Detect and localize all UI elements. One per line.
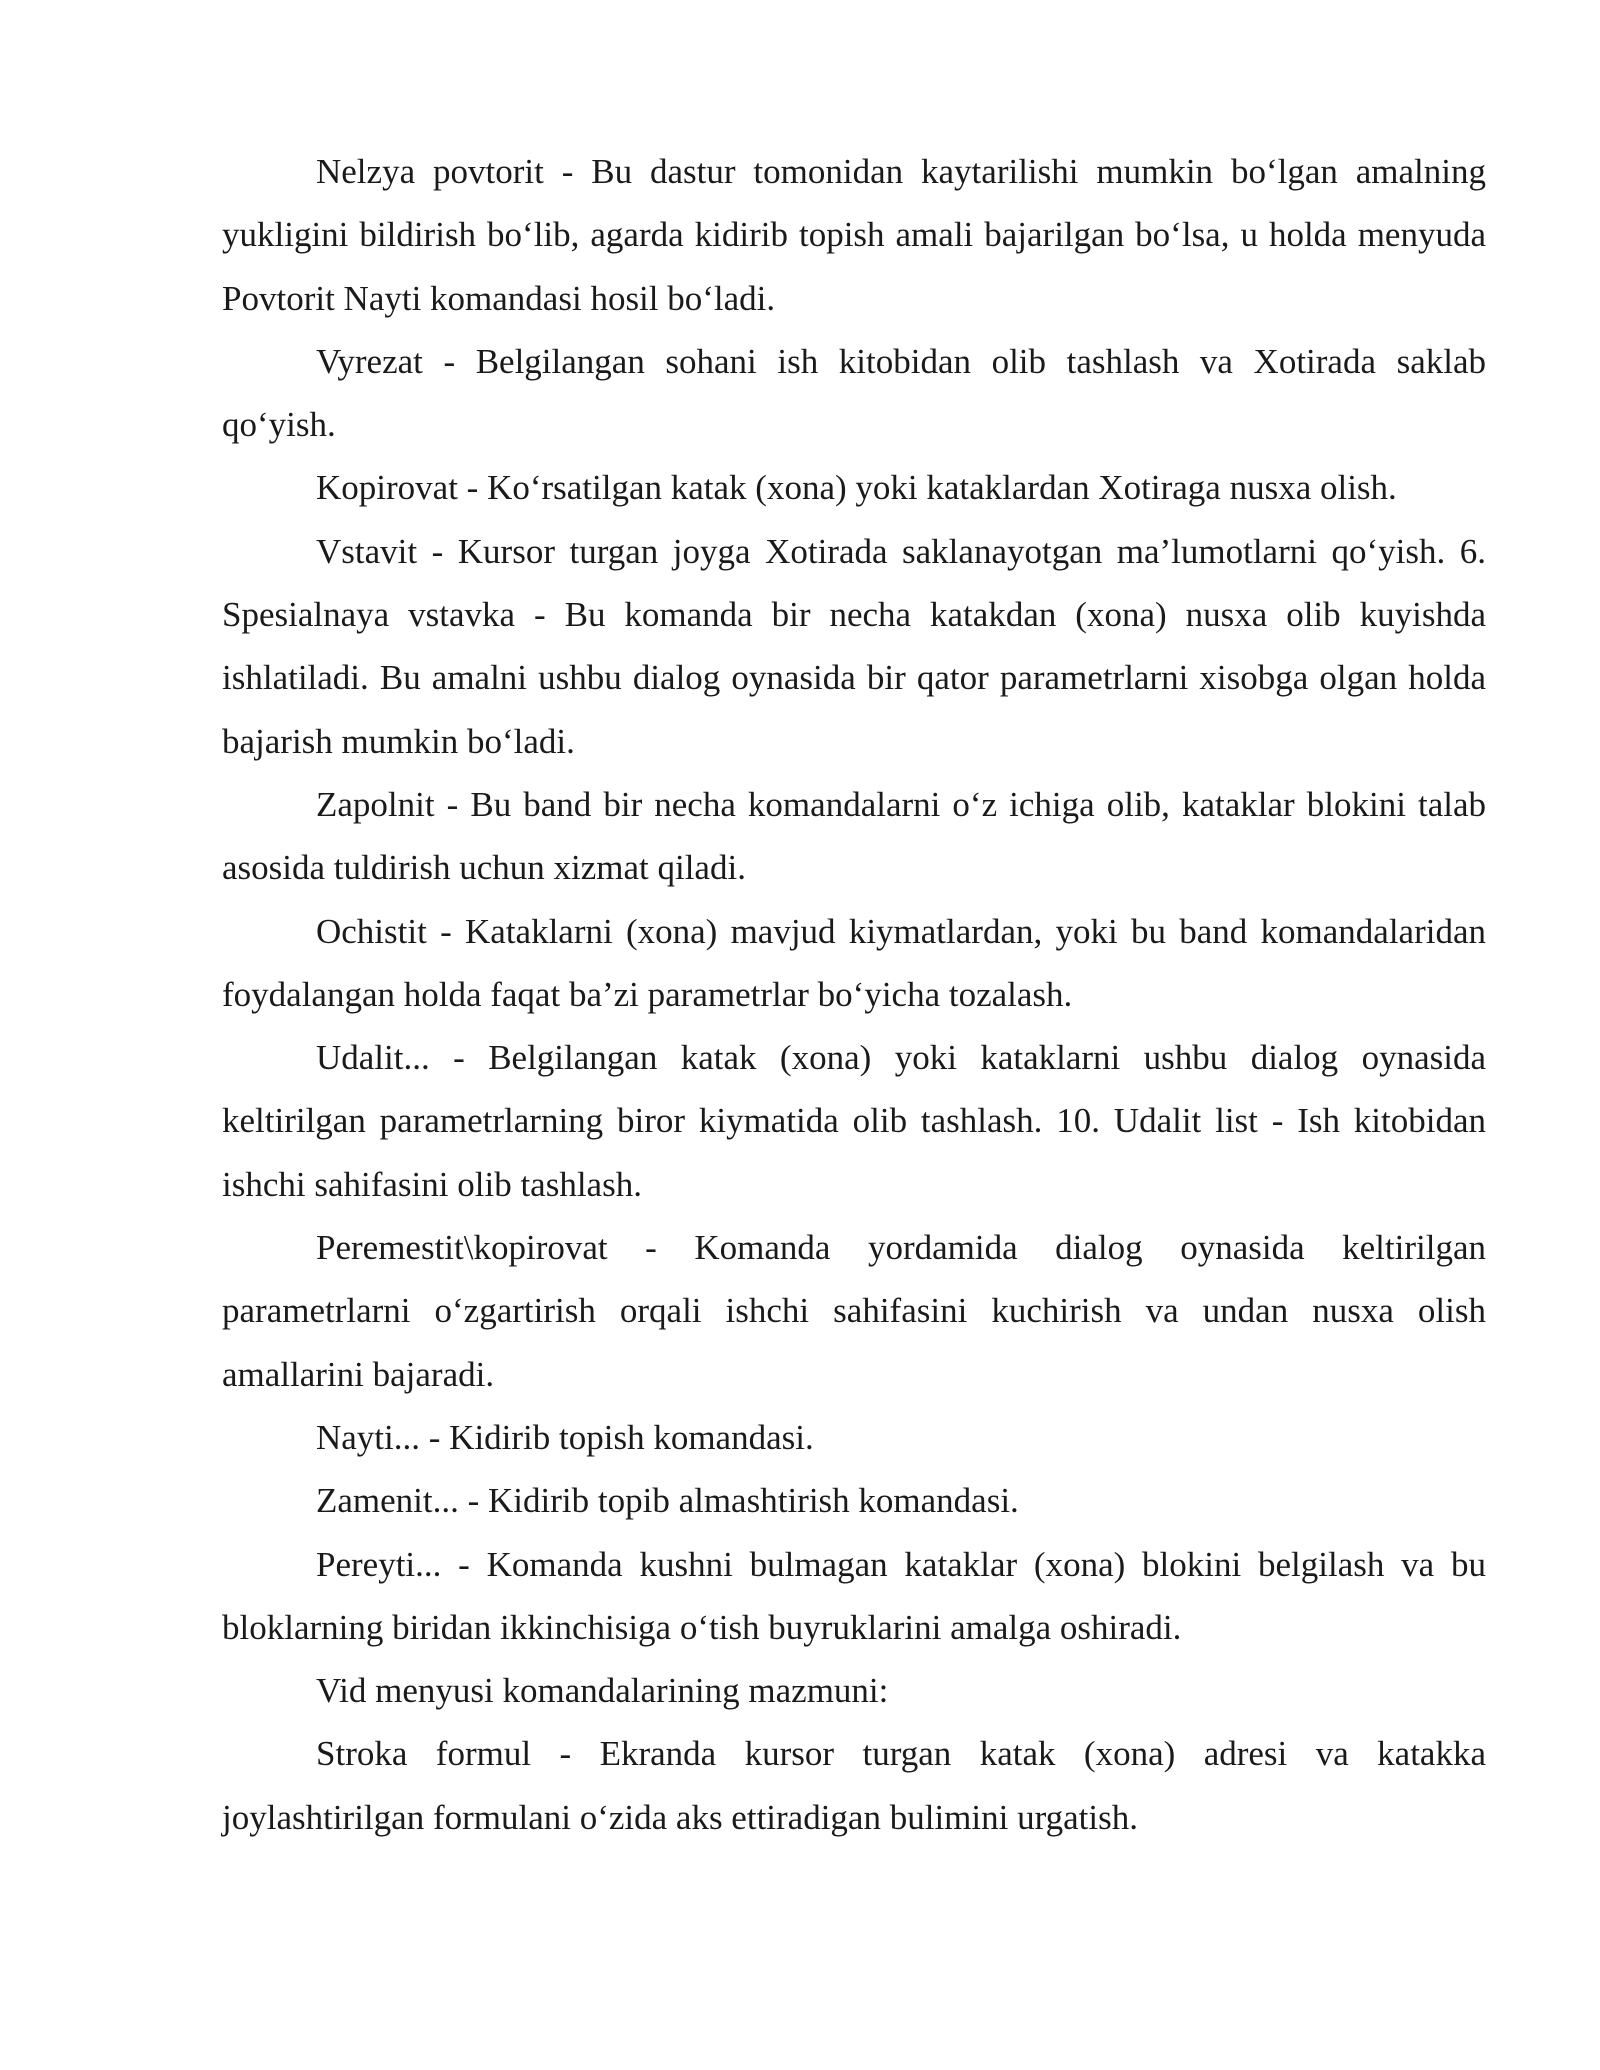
- paragraph-vyrezat: Vyrezat - Belgilangan sohani ish kitobidan olib tashlash va Xotirada saklab qoʻyish.: [222, 341, 1486, 445]
- paragraph-ochistit: Ochistit - Kataklarni (xona) mavjud kiymatlardan, yoki bu band komandalaridan foydalangan holda faqat ba’zi parametrlar boʻyicha tozalash.: [222, 911, 1486, 1014]
- paragraph-kopirovat: Kopirovat - Koʻrsatilgan katak (xona) yoki kataklardan Xotiraga nusxa olish.: [316, 468, 1397, 508]
- paragraph-zapolnit: Zapolnit - Bu band bir necha komandalarni oʻz ichiga olib, kataklar blokini talab asosida tuldirish uchun xizmat qiladi.: [222, 784, 1486, 888]
- paragraph-udalit: Udalit... - Belgilangan katak (xona) yoki kataklarni ushbu dialog oynasida keltirilgan parametrlarning biror kiymatida olib tashlash. 10. Udalit list - Ish kitobidan ishchi sahifasini olib tashlash.: [222, 1038, 1486, 1204]
- paragraph-nelzya-povtorit: Nelzya povtorit - Bu dastur tomonidan kaytarilishi mumkin boʻlgan amalning yukligini bildirish boʻlib, agarda kidirib topish amali bajarilgan boʻlsa, u holda menyuda Povtorit Nayti komandasi hosil boʻladi.: [222, 152, 1486, 318]
- paragraph-vid-menyusi: Vid menyusi komandalarining mazmuni:: [316, 1671, 889, 1711]
- paragraph-peremestit: Peremestit\kopirovat - Komanda yordamida dialog oynasida keltirilgan parametrlarni oʻzgartirish orqali ishchi sahifasini kuchirish va undan nusxa olish amallarini bajaradi.: [222, 1228, 1486, 1394]
- paragraph-vstavit: Vstavit - Kursor turgan joyga Xotirada saklanayotgan ma’lumotlarni qoʻyish. 6. Spesialnaya vstavka - Bu komanda bir necha katakdan (xona) nusxa olib kuyishda ishlatiladi. Bu amalni ushbu dialog oynasida bir qator parametrlarni xisobga olgan holda bajarish mumkin boʻladi.: [222, 531, 1486, 761]
- paragraph-nayti: Nayti... - Kidirib topish komandasi.: [316, 1417, 814, 1457]
- document-body: [222, 140, 1486, 1849]
- paragraph-pereyti: Pereyti... - Komanda kushni bulmagan kataklar (xona) blokini belgilash va bu bloklarning biridan ikkinchisiga oʻtish buyruklarini amalga oshiradi.: [222, 1544, 1486, 1647]
- paragraph-zamenit: Zamenit... - Kidirib topib almashtirish komandasi.: [316, 1481, 1019, 1521]
- paragraph-stroka-formul: Stroka formul - Ekranda kursor turgan katak (xona) adresi va katakka joylashtirilgan formulani oʻzida aks ettiradigan bulimini urgatish.: [222, 1734, 1486, 1837]
